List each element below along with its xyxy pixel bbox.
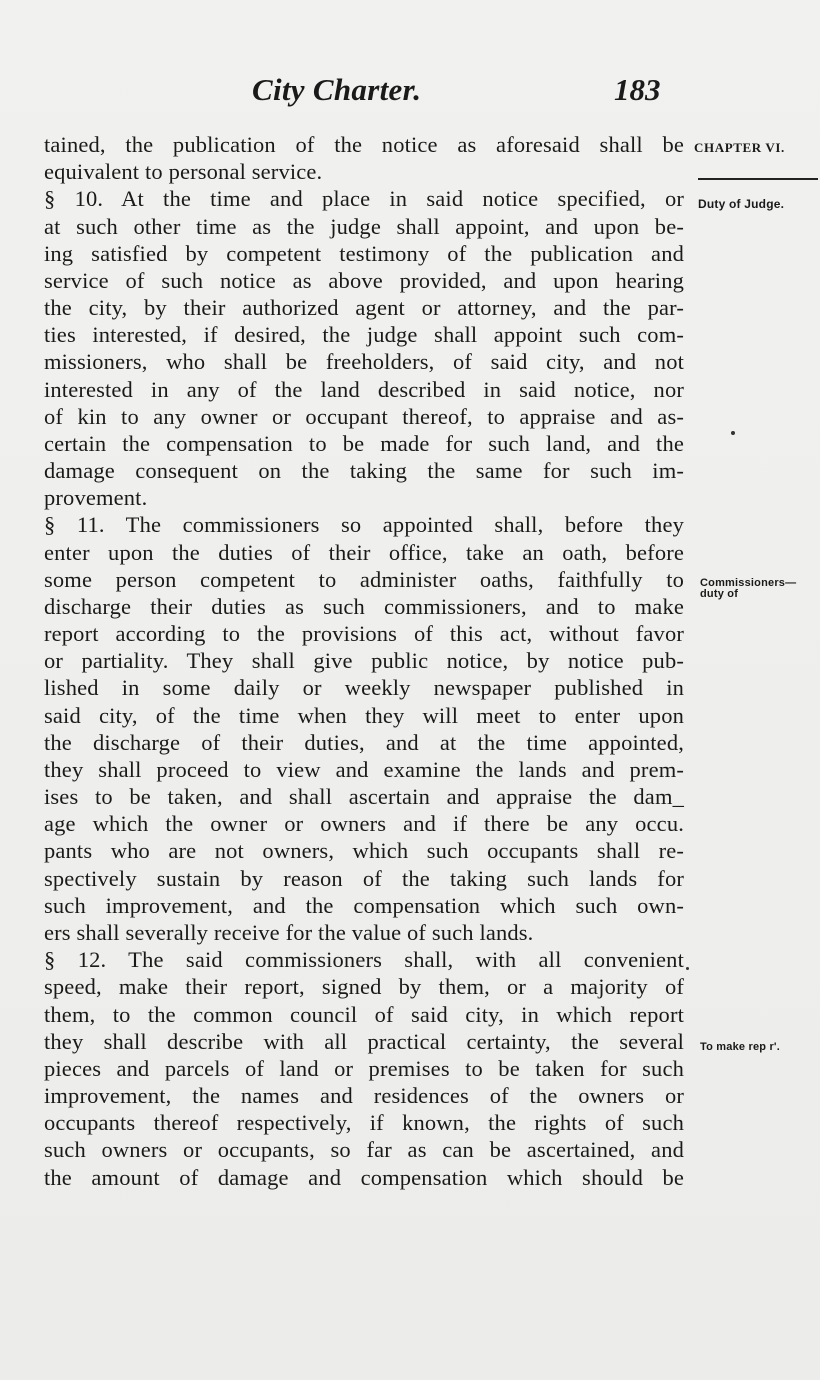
text-line: of kin to any owner or occupant thereof, to appraise and as- xyxy=(44,403,684,429)
text-line: pieces and parcels of land or premises to be taken for such xyxy=(44,1055,684,1081)
text-line: them, to the common council of said city, in which report xyxy=(44,1001,684,1027)
text-line: they shall describe with all practical certainty, the several xyxy=(44,1028,684,1054)
chapter-rule xyxy=(698,178,818,180)
text-line: ties interested, if desired, the judge shall appoint such com- xyxy=(44,322,684,348)
text-line: improvement, the names and residences of the owners or xyxy=(44,1083,684,1109)
running-title: City Charter. xyxy=(252,72,422,107)
text-line: service of such notice as above provided, and upon hearing xyxy=(44,267,684,293)
text-line: some person competent to administer oaths, faithfully to xyxy=(44,566,684,592)
text-line: spectively sustain by reason of the taking such lands for xyxy=(44,865,684,891)
text-line: at such other time as the judge shall appoint, and upon be- xyxy=(44,213,684,239)
section-12-start: § 12. The said commissioners shall, with all convenient xyxy=(44,947,684,973)
text-line: the city, by their authorized agent or attorney, and the par- xyxy=(44,295,684,321)
margin-note-to-make-report: To make rep r'. xyxy=(700,1041,780,1053)
text-line: they shall proceed to view and examine the lands and prem- xyxy=(44,756,684,782)
text-line: provement. xyxy=(44,485,148,511)
text-line: tained, the publication of the notice as aforesaid shall be xyxy=(44,132,684,157)
text-line: enter upon the duties of their office, take an oath, before xyxy=(44,539,684,565)
text-line: interested in any of the land described in said notice, nor xyxy=(44,376,684,402)
text-line: pants who are not owners, which such occupants shall re- xyxy=(44,838,684,864)
text-line: discharge their duties as such commissioners, and to make xyxy=(44,593,684,619)
margin-note-commissioners-line2: duty of xyxy=(700,588,739,600)
text-line: such owners or occupants, so far as can be ascertained, and xyxy=(44,1137,684,1163)
print-speck xyxy=(686,967,689,970)
text-line: age which the owner or owners and if there be any occu. xyxy=(44,811,684,837)
text-line: such improvement, and the compensation which such own- xyxy=(44,892,684,918)
margin-note-commissioners-line1: Commissioners— xyxy=(700,577,797,589)
text-line: the amount of damage and compensation which should be xyxy=(44,1164,684,1190)
section-11-start: § 11. The commissioners so appointed shall, before they xyxy=(44,512,684,538)
text-line: said city, of the time when they will meet to enter upon xyxy=(44,702,684,728)
text-line: occupants thereof respectively, if known, the rights of such xyxy=(44,1110,684,1136)
margin-note-duty-of-judge: Duty of Judge. xyxy=(698,197,785,211)
text-line: equivalent to personal service. xyxy=(44,159,323,185)
text-line: lished in some daily or weekly newspaper published in xyxy=(44,675,684,701)
text-line: the discharge of their duties, and at the time appointed, xyxy=(44,729,684,755)
text-line: or partiality. They shall give public notice, by notice pub- xyxy=(44,648,684,674)
margin-note-commissioners xyxy=(700,578,796,600)
page-number: 183 xyxy=(614,72,661,107)
text-line: missioners, who shall be freeholders, of said city, and not xyxy=(44,349,684,375)
section-10-start: § 10. At the time and place in said notice specified, or xyxy=(44,186,684,212)
text-line: damage consequent on the taking the same for such im- xyxy=(44,458,684,484)
text-line: report according to the provisions of this act, without favor xyxy=(44,621,684,647)
text-line: certain the compensation to be made for such land, and the xyxy=(44,430,684,456)
print-speck xyxy=(731,431,735,435)
text-line: ises to be taken, and shall ascertain and appraise the dam_ xyxy=(44,784,684,810)
text-line: speed, make their report, signed by them, or a majority of xyxy=(44,974,684,1000)
margin-chapter-heading: CHAPTER VI. xyxy=(694,140,785,155)
text-line: ers shall severally receive for the value of such lands. xyxy=(44,919,534,945)
text-line: ing satisfied by competent testimony of the publication and xyxy=(44,240,684,266)
